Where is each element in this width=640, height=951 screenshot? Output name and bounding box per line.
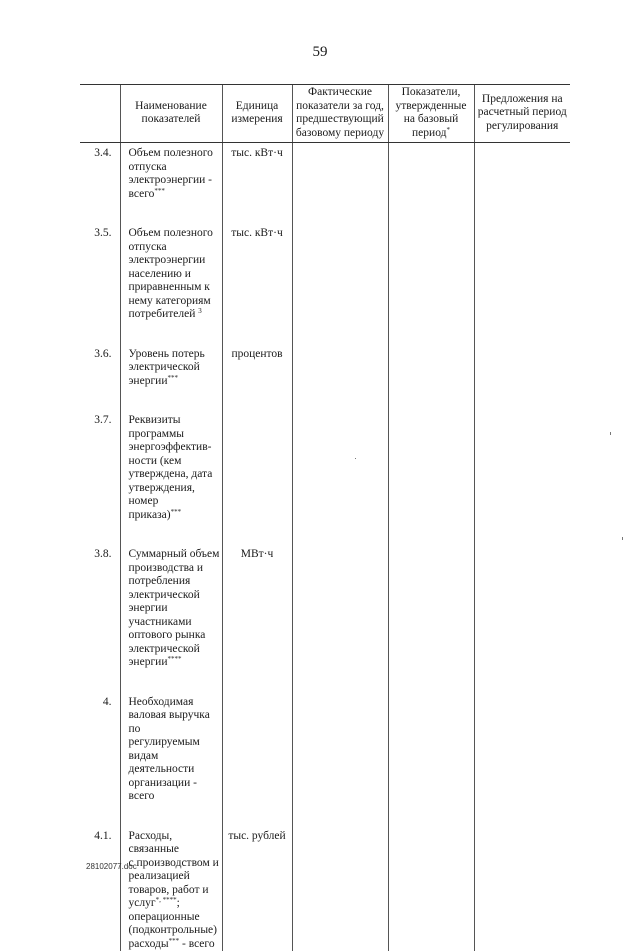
row-unit: тыс. рублей xyxy=(222,826,292,951)
scan-speck xyxy=(610,432,611,435)
row-unit xyxy=(222,692,292,804)
row-actual xyxy=(292,544,388,670)
row-actual xyxy=(292,223,388,322)
row-name: Расходы, связанные с производством и реализацией товаров, работ и услуг*, ****; операционные (подконтрольные) расходы*** - всего xyxy=(120,826,222,951)
table-row xyxy=(80,544,570,670)
row-unit: тыс. кВт·ч xyxy=(222,143,292,202)
row-proposed xyxy=(474,410,570,522)
row-proposed xyxy=(474,143,570,202)
row-proposed xyxy=(474,344,570,389)
row-unit: тыс. кВт·ч xyxy=(222,223,292,322)
row-actual xyxy=(292,344,388,389)
row-proposed xyxy=(474,544,570,670)
row-number: 3.7. xyxy=(80,410,120,522)
table-row xyxy=(80,826,570,951)
row-unit: МВт·ч xyxy=(222,544,292,670)
row-proposed xyxy=(474,826,570,951)
row-name: Объем полезного отпуска электроэнергии - всего*** xyxy=(120,143,222,202)
row-number: 3.5. xyxy=(80,223,120,322)
document-footer: 28102077.doc xyxy=(86,862,137,871)
header-name: Наименование показателей xyxy=(120,85,222,143)
row-approved xyxy=(388,826,474,951)
row-proposed xyxy=(474,692,570,804)
row-name: Суммарный объем производства и потребления электрической энергии участниками оптового рынка электрической энергии**** xyxy=(120,544,222,670)
header-num-cell xyxy=(80,85,120,143)
row-actual xyxy=(292,692,388,804)
scan-speck xyxy=(355,458,356,459)
table-row xyxy=(80,143,570,202)
header-unit: Единица измерения xyxy=(222,85,292,143)
row-approved xyxy=(388,223,474,322)
table-row xyxy=(80,344,570,389)
row-name: Реквизиты программы энергоэффектив- ности (кем утверждена, дата утверждения, номер приказа)*** xyxy=(120,410,222,522)
row-unit xyxy=(222,410,292,522)
row-actual xyxy=(292,410,388,522)
row-actual xyxy=(292,143,388,202)
table-row xyxy=(80,223,570,322)
row-approved xyxy=(388,410,474,522)
header-proposed: Предложения на расчетный период регулирования xyxy=(474,85,570,143)
row-approved xyxy=(388,344,474,389)
scan-speck xyxy=(622,537,623,540)
row-approved xyxy=(388,692,474,804)
indicators-table xyxy=(80,84,570,951)
row-proposed xyxy=(474,223,570,322)
table-header-row xyxy=(80,85,570,143)
row-number: 3.6. xyxy=(80,344,120,389)
row-approved xyxy=(388,544,474,670)
row-actual xyxy=(292,826,388,951)
row-name: Уровень потерь электрической энергии*** xyxy=(120,344,222,389)
header-actual: Фактические показатели за год, предшествующий базовому периоду xyxy=(292,85,388,143)
row-number: 3.8. xyxy=(80,544,120,670)
table-row xyxy=(80,692,570,804)
row-name: Объем полезного отпуска электроэнергии населению и приравненным к нему категориям потребителей $^3$ xyxy=(120,223,222,322)
page-number: 59 xyxy=(0,44,640,61)
table-row xyxy=(80,410,570,522)
row-number: 4. xyxy=(80,692,120,804)
row-approved xyxy=(388,143,474,202)
header-approved: Показатели, утвержденные на базовый период* xyxy=(388,85,474,143)
row-name: Необходимая валовая выручка по регулируемым видам деятельности организации - всего xyxy=(120,692,222,804)
row-number: 4.1. xyxy=(80,826,120,951)
row-number: 3.4. xyxy=(80,143,120,202)
row-unit: процентов xyxy=(222,344,292,389)
